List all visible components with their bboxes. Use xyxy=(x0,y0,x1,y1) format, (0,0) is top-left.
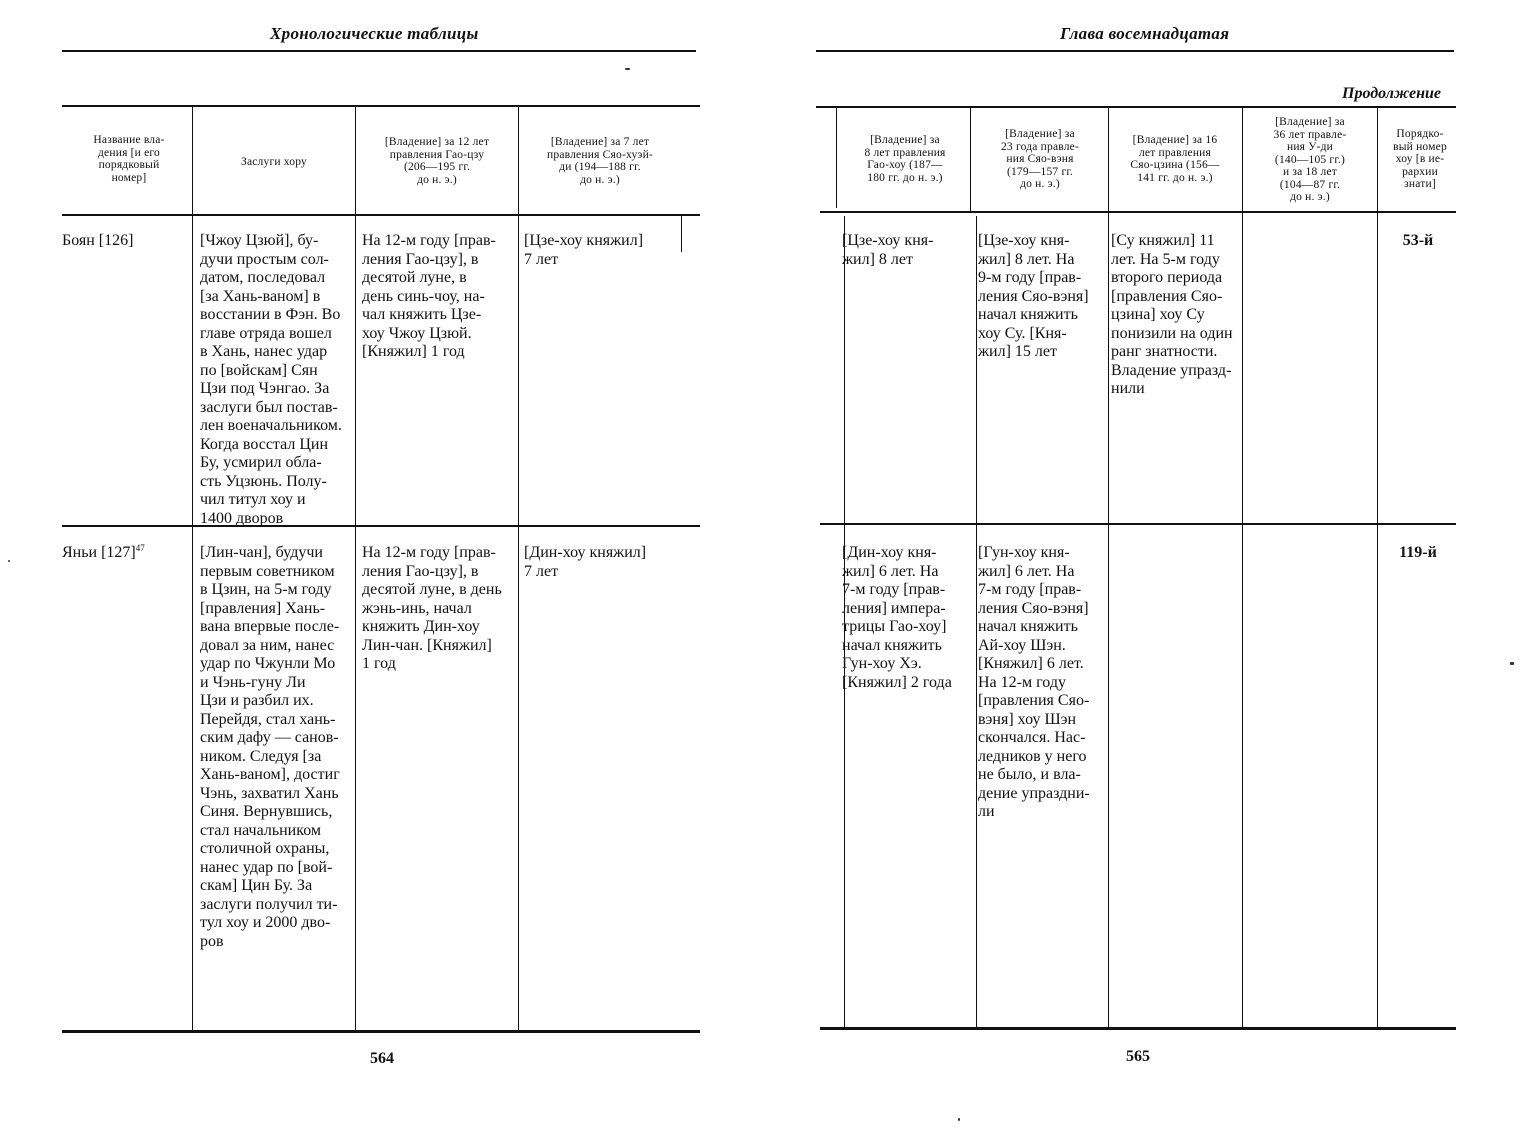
print-speck xyxy=(1510,662,1514,665)
column-divider xyxy=(1242,108,1243,1027)
footnote-ref: 47 xyxy=(135,543,145,553)
table-cell-rank: 119-й xyxy=(1399,544,1437,561)
running-head-left: Хронологические таблицы xyxy=(270,24,479,43)
header-rule xyxy=(62,50,696,52)
table-cell-xiaohui: [Цзе-хоу княжил] 7 лет xyxy=(524,232,644,268)
column-divider xyxy=(355,107,356,1030)
table-top-rule xyxy=(62,105,700,107)
header-bottom-rule xyxy=(820,211,1456,213)
table-cell-xiaohui: [Дин-хоу княжил] 7 лет xyxy=(524,544,647,580)
header-rule xyxy=(816,50,1454,52)
column-header-xiaohui: [Владение] за 7 лет правления Сяо-хуэй- ди (194—188 гг. до н. э.) xyxy=(547,136,653,186)
column-header-rank: Порядко- вый номер хоу [в ие- рархии знати] xyxy=(1393,128,1447,190)
column-header-xiaowen: [Владение] за 23 года правле- ния Сяо-вэня (179—157 гг. до н. э.) xyxy=(1000,128,1079,190)
table-cell-name: Яньи $[127]^{47}$ xyxy=(62,543,145,561)
table-cell-xiaowen: [Цзе-хоу кня- жил] 8 лет. На 9-м году [прав- ления Сяо-вэня] начал княжить хоу Су. [Кня- жил] 15 лет xyxy=(978,232,1089,360)
print-speck xyxy=(958,1118,960,1121)
page-number-right: 565 xyxy=(1126,1048,1150,1065)
row-divider xyxy=(62,525,700,527)
table-cell-gaozu: На 12-м году [прав- ления Гао-цзу], в десятой луне, в день синь-чоу, на- чал княжить Цзе- хоу Чжоу Цзюй. [Княжил] 1 год xyxy=(362,232,496,360)
column-header-name: Название вла- дения [и его порядковый номер] xyxy=(93,134,165,184)
column-header-gaohou: [Владение] за 8 лет правления Гао-хоу (187— 180 гг. до н. э.) xyxy=(864,134,946,184)
page-number-left: 564 xyxy=(370,1050,394,1067)
column-header-merits: Заслуги хору xyxy=(240,156,307,168)
column-divider xyxy=(192,107,193,1030)
column-divider xyxy=(970,108,971,211)
table-cell-xiaowen: [Гун-хоу кня- жил] 6 лет. На 7-м году [прав- ления Сяо-вэня] начал княжить Ай-хоу Шэн. [Княжил] 6 лет. На 12-м году [правления Сяо- вэня] хоу Шэн скончался. Нас- ледников у него не было, и вла- дение упраздни- ли xyxy=(978,544,1090,820)
column-divider xyxy=(836,108,837,208)
table-cell-name: Боян [126] xyxy=(62,232,134,249)
table-cell-rank: 53-й xyxy=(1402,232,1434,249)
print-speck xyxy=(625,68,630,70)
column-divider xyxy=(1377,108,1378,1027)
column-header-wudi: [Владение] за 36 лет правле- ния У-ди (140—105 гг.) и за 18 лет (104—87 гг. до н. э.) xyxy=(1273,116,1347,203)
header-bottom-rule xyxy=(62,214,700,216)
table-cell-merits: [Чжоу Цзюй], бу- дучи простым сол- датом, последовал [за Хань-ваном] в восстании в Фэн. Во главе отряда вошел в Хань, нанес удар по [войскам] Сян Цзи под Чэнгао. За заслуги был постав- лен военачальником. Когда восстал Цин Бу, усмирил обла- сть Уцзюнь. Полу- чил титул хоу и 1400 дворов xyxy=(200,232,342,527)
table-cell-gaozu: На 12-м году [прав- ления Гао-цзу], в десятой луне, в день жэнь-инь, начал княжить Дин-хоу Лин-чан. [Княжил] 1 год xyxy=(362,544,502,672)
table-cell-gaohou: [Дин-хоу кня- жил] 6 лет. На 7-м году [прав- ления] импера- трицы Гао-хоу] начал княжить Гун-хоу Хэ. [Княжил] 2 года xyxy=(842,544,952,691)
running-head-right: Глава восемнадцатая xyxy=(1060,24,1230,43)
table-top-rule xyxy=(816,106,1456,108)
table-bottom-rule xyxy=(62,1030,700,1033)
column-header-xiaojing: [Владение] за 16 лет правления Сяо-цзина (156— 141 гг. до н. э.) xyxy=(1130,134,1220,184)
column-divider xyxy=(518,107,519,1030)
column-header-gaozu: [Владение] за 12 лет правления Гао-цзу (206—195 гг. до н. э.) xyxy=(384,136,490,186)
table-bottom-rule xyxy=(820,1027,1456,1030)
right-page xyxy=(762,0,1524,1140)
column-divider xyxy=(681,216,682,252)
table-cell-xiaojing: [Су княжил] 11 лет. На 5-м году второго периода [правления Сяо- цзина] хоу Су понизили на один ранг знатности. Владение упразд- нили xyxy=(1111,232,1233,397)
print-speck xyxy=(8,560,10,562)
continuation-label: Продолжение xyxy=(1342,85,1441,102)
row-divider xyxy=(820,523,1456,525)
table-cell-merits: [Лин-чан], будучи первым советником в Цзин, на 5-м году [правления] Хань- вана впервые после- довал за ним, нанес удар по Чжунли Мо и Чэнь-гуну Ли Цзи и разбил их. Перейдя, стал хань- ским дафу — санов- ником. Следуя [за Хань-ваном], достиг Чэнь, захватил Хань Синя. Вернувшись, стал начальником столичной охраны, нанес удар по [вой- скам] Цин Бу. За заслуги получил ти- тул хоу и 2000 дво- ров xyxy=(200,544,340,950)
table-cell-gaohou: [Цзе-хоу кня- жил] 8 лет xyxy=(842,232,934,268)
